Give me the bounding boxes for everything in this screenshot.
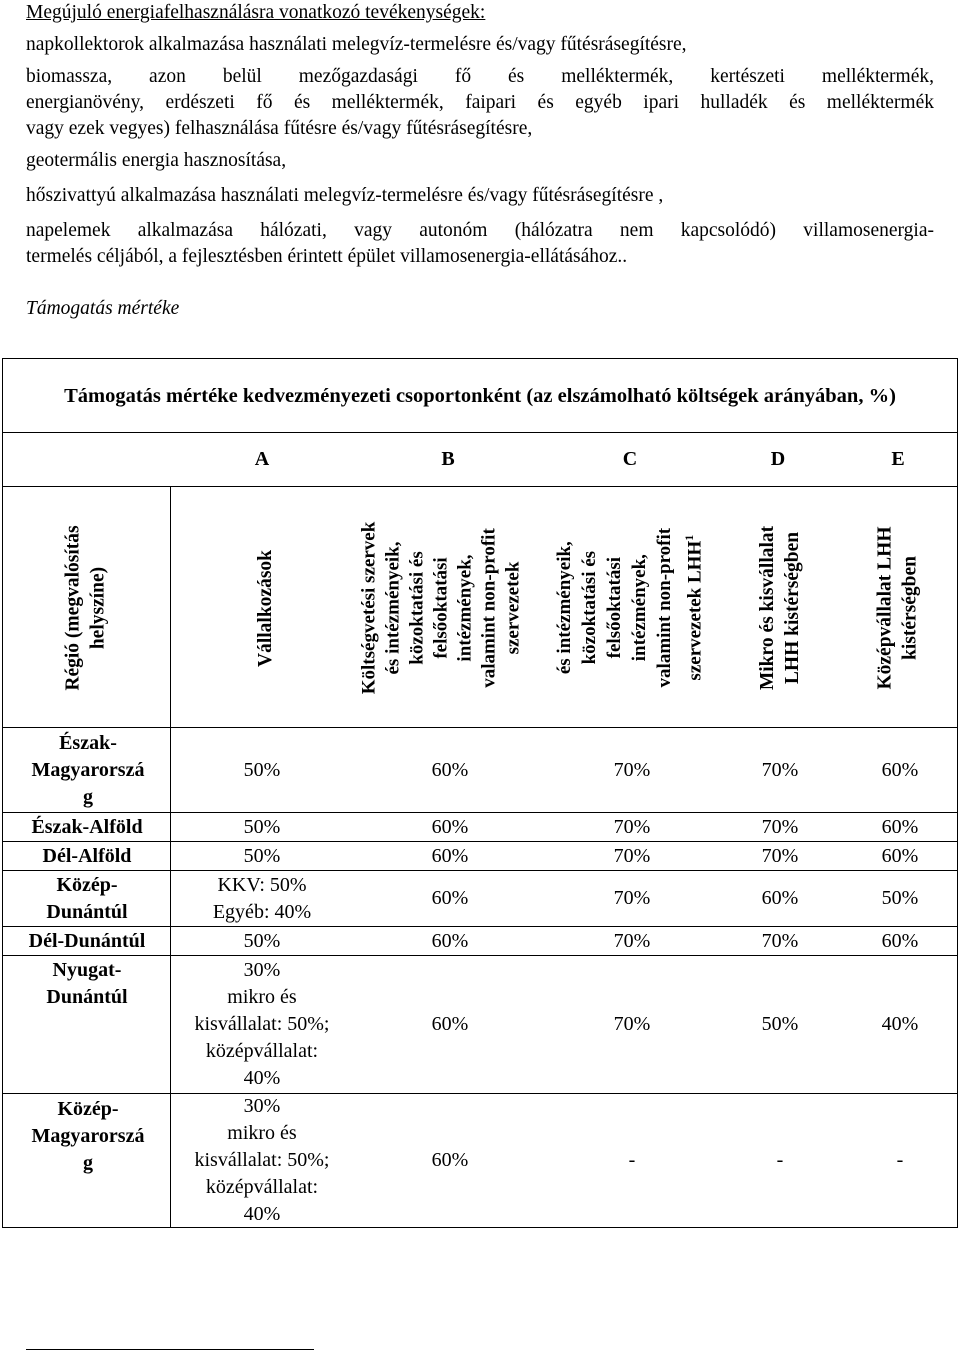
table-rule-vertical bbox=[170, 486, 171, 1228]
row-value-b: 60% bbox=[431, 929, 469, 952]
intro-item-5-line-2: termelés céljából, a fejlesztésben érintett épület villamosenergia-ellátásához.. bbox=[26, 246, 628, 267]
row-value-e: 50% bbox=[881, 887, 919, 909]
row-value-c: 70% bbox=[613, 1013, 651, 1035]
row-value-c: 70% bbox=[613, 844, 651, 867]
header-line: intézmények, bbox=[629, 554, 651, 662]
row-value-e: 60% bbox=[881, 844, 919, 867]
row-value-e: 60% bbox=[881, 758, 919, 781]
header-line: valamint non-profit bbox=[654, 528, 676, 688]
header-line: szervezetek bbox=[502, 561, 523, 655]
row-value-d: 60% bbox=[761, 887, 799, 909]
header-line: Középvállalat LHH bbox=[875, 526, 897, 690]
row-value-b: 60% bbox=[431, 1149, 469, 1171]
row-value-d: 70% bbox=[761, 929, 799, 952]
header-line: felsőoktatási bbox=[604, 557, 626, 659]
row-value-e: 60% bbox=[881, 815, 919, 838]
row-value-d: - bbox=[776, 1149, 784, 1171]
group-letter-a: A bbox=[254, 447, 270, 470]
row-region: Közép- Magyarorszá g bbox=[31, 1097, 145, 1174]
header-line: helyszíne) bbox=[88, 566, 109, 650]
footnote-separator bbox=[26, 1349, 314, 1350]
intro-item-3: geotermális energia hasznosítása, bbox=[26, 150, 287, 171]
row-value-b: 60% bbox=[431, 887, 469, 909]
row-value-c: 70% bbox=[613, 887, 651, 909]
header-line: kistérségben bbox=[900, 556, 922, 661]
row-value-d: 70% bbox=[761, 815, 799, 838]
header-line: és intézményeik, bbox=[382, 541, 403, 675]
row-value-c: 70% bbox=[613, 815, 651, 838]
col-header-c bbox=[542, 494, 718, 722]
row-value-c: 70% bbox=[613, 758, 651, 781]
header-line: Költségvetési szervek bbox=[358, 521, 379, 695]
row-value-a: 30% mikro és kisvállalat: 50%; középvállalat: 40% bbox=[194, 1095, 330, 1225]
table-title: Támogatás mértéke kedvezményezeti csoportonként (az elszámolható költségek arányában, %) bbox=[64, 385, 896, 407]
table-border-left bbox=[2, 358, 3, 1228]
col-header-a bbox=[236, 494, 296, 722]
intro-item-4: hőszivattyú alkalmazása használati melegvíz-termelésre és/vagy fűtésrásegítésre , bbox=[26, 185, 664, 206]
row-value-b: 60% bbox=[431, 815, 469, 838]
row-value-a: 50% bbox=[243, 758, 281, 781]
row-value-c: - bbox=[628, 1149, 636, 1171]
footnote-marker: 1 bbox=[682, 535, 697, 542]
header-line: és intézményeik, bbox=[554, 541, 576, 675]
header-line: Vállalkozások bbox=[255, 549, 277, 667]
row-value-b: 60% bbox=[431, 758, 469, 781]
row-value-d: 70% bbox=[761, 844, 799, 867]
header-line: felsőoktatási bbox=[430, 557, 451, 659]
intro-heading: Megújuló energiafelhasználásra vonatkozó tevékenységek: bbox=[26, 2, 486, 23]
col-header-b bbox=[346, 490, 536, 726]
row-value-c: 70% bbox=[613, 929, 651, 952]
table-border-bottom bbox=[2, 1227, 958, 1228]
table-border-top bbox=[2, 358, 958, 359]
col-header-d bbox=[742, 494, 818, 722]
header-line: közoktatási és bbox=[579, 551, 601, 665]
row-region: Közép- Dunántúl bbox=[46, 873, 128, 923]
header-line: intézmények, bbox=[454, 554, 475, 662]
row-region: Észak-Alföld bbox=[31, 815, 143, 838]
row-region: Észak- Magyarorszá g bbox=[31, 731, 145, 808]
row-value-a: 50% bbox=[243, 844, 281, 867]
row-value-a: 30% mikro és kisvállalat: 50%; középvállalat: 40% bbox=[194, 959, 330, 1089]
row-value-b: 60% bbox=[431, 844, 469, 867]
row-value-a: 50% bbox=[243, 815, 281, 838]
row-value-a: KKV: 50% Egyéb: 40% bbox=[212, 873, 312, 923]
row-value-d: 70% bbox=[761, 758, 799, 781]
row-region: Dél-Dunántúl bbox=[28, 929, 146, 952]
row-region: Dél-Alföld bbox=[42, 844, 132, 867]
table-rule bbox=[2, 486, 958, 487]
row-value-e: - bbox=[896, 1149, 904, 1171]
table-rule bbox=[2, 432, 958, 433]
header-line: közoktatási és bbox=[406, 551, 427, 665]
intro-item-5-line-1: napelemek alkalmazása hálózati, vagy autonóm (hálózatra nem kapcsolódó) villamosenergia- bbox=[26, 220, 934, 241]
section-title: Támogatás mértéke bbox=[26, 298, 180, 319]
group-letter-c: C bbox=[622, 447, 638, 470]
row-value-e: 40% bbox=[881, 1013, 919, 1035]
header-line: szervezetek LHH bbox=[684, 541, 706, 681]
header-line: valamint non-profit bbox=[478, 528, 499, 688]
row-value-b: 60% bbox=[431, 1013, 469, 1035]
intro-item-2-line-3: vagy ezek vegyes) felhasználása fűtésre és/vagy fűtésrásegítésre, bbox=[26, 118, 533, 139]
row-value-d: 50% bbox=[761, 1013, 799, 1035]
intro-item-2-line-1: biomassza, azon belül mezőgazdasági fő és melléktermék, kertészeti melléktermék, bbox=[26, 66, 934, 87]
row-value-a: 50% bbox=[243, 929, 281, 952]
intro-section bbox=[26, 0, 934, 270]
support-rate-table bbox=[2, 358, 958, 1228]
header-line: LHH kistérségben bbox=[782, 531, 803, 685]
col-header-region bbox=[46, 494, 126, 722]
intro-item-1: napkollektorok alkalmazása használati melegvíz-termelésre és/vagy fűtésrásegítésre, bbox=[26, 34, 687, 55]
header-line: Régió (megvalósítás bbox=[63, 525, 84, 691]
row-region: Nyugat- Dunántúl bbox=[46, 959, 128, 1008]
row-value-e: 60% bbox=[881, 929, 919, 952]
col-header-e bbox=[860, 494, 936, 722]
group-letter-d: D bbox=[770, 447, 786, 470]
header-line: Mikro és kisvállalat bbox=[757, 525, 778, 691]
group-letter-e: E bbox=[891, 447, 905, 470]
intro-item-2-line-2: energianövény, erdészeti fő és melléktermék, faipari és egyéb ipari hulladék és melléktermék bbox=[26, 92, 934, 113]
group-letter-b: B bbox=[441, 447, 455, 470]
